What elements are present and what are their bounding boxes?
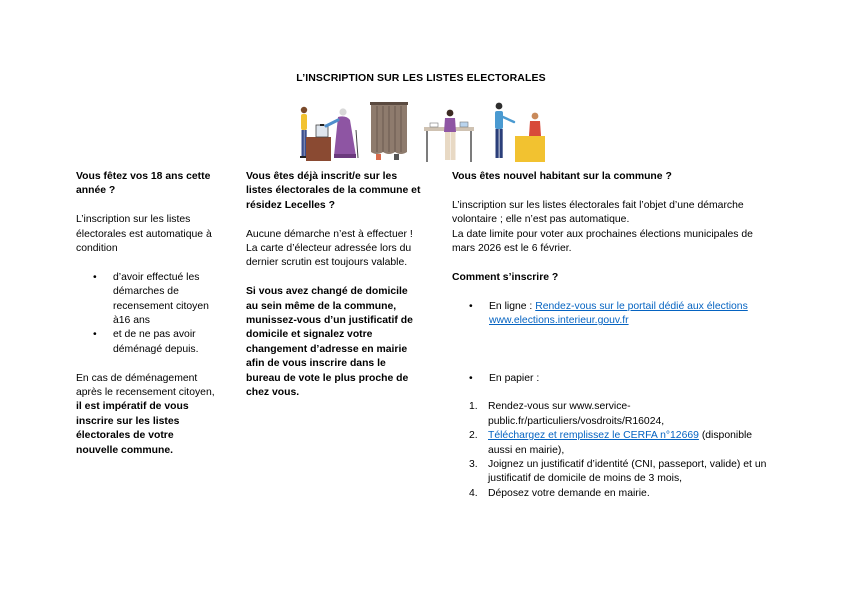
col3-paragraph-1: L’inscription sur les listes électorales fait l’objet d’une démarche volontaire ; elle n’est pas automatique. <box>452 199 744 226</box>
step-number: 1. <box>469 401 478 413</box>
col1-outro <box>76 372 216 458</box>
column-deja-inscrit <box>246 170 422 400</box>
bullet-icon: • <box>93 329 97 341</box>
bullet-icon: • <box>469 372 473 384</box>
list-item <box>452 372 772 386</box>
step-text: Rendez-vous sur www.service-public.fr/particuliers/vosdroits/R16024, <box>488 401 665 427</box>
voting-booth-icon <box>370 102 408 160</box>
col1-conditions-list <box>76 271 216 357</box>
bullet-icon: • <box>93 271 97 283</box>
list-item <box>76 271 216 329</box>
col1-intro: L’inscription sur les listes électorales est automatique à condition <box>76 214 212 255</box>
page-title: L’INSCRIPTION SUR LES LISTES ELECTORALES <box>296 72 546 84</box>
paper-list <box>452 372 772 386</box>
paper-label: En papier : <box>489 372 540 384</box>
list-item <box>452 487 772 501</box>
voter-standing-icon <box>495 103 514 158</box>
ballot-table-icon <box>424 110 474 162</box>
step-text: Joignez un justificatif d’identité (CNI, passeport, valide) et un justificatif de domicile de moins de 3 mois, <box>488 459 767 485</box>
col2-heading: Vous êtes déjà inscrit/e sur les listes électorales de la commune et résidez Lecelles ? <box>246 171 421 211</box>
column-nouvel-habitant <box>452 170 772 501</box>
list-item <box>452 300 772 329</box>
col3-heading: Vous êtes nouvel habitant sur la commune ? <box>452 171 672 182</box>
list-item-text: et de ne pas avoir déménagé depuis. <box>113 329 199 355</box>
elections-url-link[interactable]: www.elections.interieur.gouv.fr <box>489 315 629 327</box>
registration-desk-icon <box>515 113 545 162</box>
step-text: (disponible aussi en mairie), <box>488 430 753 456</box>
list-item-text: d’avoir effectué les démarches de recensement citoyen à16 ans <box>113 271 209 327</box>
list-item <box>452 400 772 429</box>
voting-illustration <box>296 100 548 164</box>
col1-heading: Vous fêtez vos 18 ans cette année ? <box>76 171 211 197</box>
col1-outro-plain: En cas de déménagement après le recensement citoyen, <box>76 372 215 399</box>
step-number: 3. <box>469 459 478 471</box>
step-text: Déposez votre demande en mairie. <box>488 487 650 499</box>
online-list <box>452 300 772 329</box>
list-item <box>452 458 772 487</box>
col3-paragraph-2: La date limite pour voter aux prochaines élections municipales de mars 2026 est le 6 février. <box>452 228 753 255</box>
registration-steps-list <box>452 400 772 501</box>
col2-paragraph: Aucune démarche n’est à effectuer ! La carte d’électeur adressée lors du dernier scrutin est toujours valable. <box>246 228 413 269</box>
online-label: En ligne : <box>489 300 533 312</box>
column-18-ans <box>76 170 216 458</box>
list-item <box>76 328 216 357</box>
elections-portal-link[interactable]: Rendez-vous sur le portail dédié aux élections <box>535 300 748 312</box>
how-to-register-heading: Comment s’inscrire ? <box>452 271 559 283</box>
step-number: 2. <box>469 430 478 442</box>
step-number: 4. <box>469 487 478 499</box>
cerfa-link[interactable]: Téléchargez et remplissez le CERFA n°12669 <box>488 430 699 442</box>
col1-outro-bold: il est impératif de vous inscrire sur les listes électorales de votre nouvelle commune. <box>76 401 189 456</box>
list-item <box>452 429 772 458</box>
col2-bold-paragraph: Si vous avez changé de domicile au sein même de la commune, munissez-vous d’un justificatif de domicile et signalez votre changement d’adresse en mairie afin de vous inscrire dans le bureau de vote le plus proche de chez vous. <box>246 286 413 399</box>
ballot-box-icon <box>306 124 331 161</box>
bullet-icon: • <box>469 300 473 312</box>
